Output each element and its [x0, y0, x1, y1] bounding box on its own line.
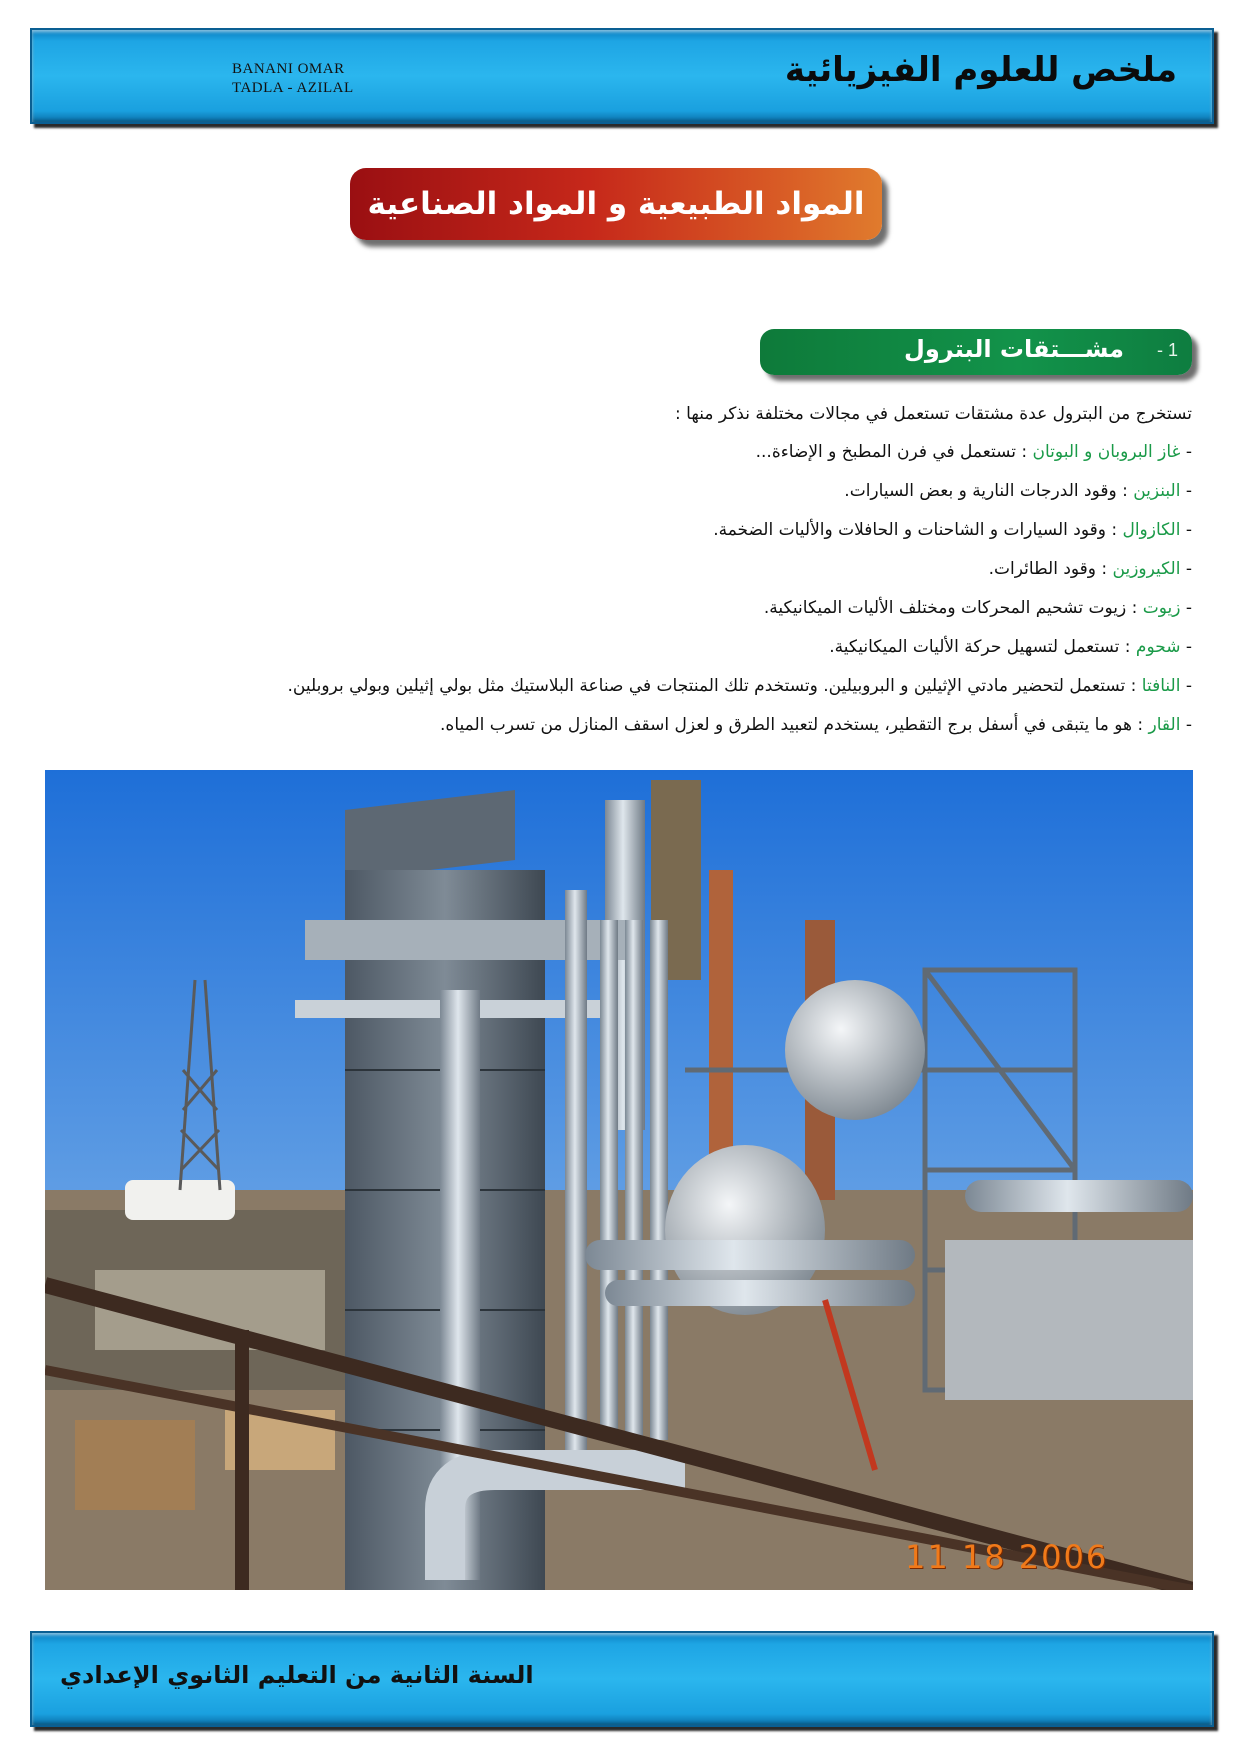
- list-item: [42, 706, 1192, 745]
- section-number: 1 -: [1156, 340, 1178, 360]
- list-dash: -: [1185, 559, 1192, 579]
- footer-text: السنة الثانية من التعليم الثانوي الإعدادي: [60, 1661, 534, 1689]
- list-term: الكيروزين: [1112, 559, 1181, 579]
- list-text: : وقود الدرجات النارية و بعض السيارات.: [844, 481, 1134, 501]
- section-title: مشـــتقات البترول: [904, 335, 1124, 363]
- author-location: TADLA - AZILAL: [232, 80, 354, 96]
- list-dash: -: [1185, 481, 1192, 501]
- photo-date-stamp: 11 18 2006: [905, 1538, 1109, 1576]
- list-text: : تستعمل في فرن المطبخ و الإضاءة...: [755, 442, 1033, 462]
- list-item: [42, 628, 1192, 667]
- list-term: القار: [1148, 715, 1181, 735]
- list-dash: -: [1185, 598, 1192, 618]
- list-term: شحوم: [1135, 637, 1181, 657]
- list-item: [42, 550, 1192, 589]
- list-text: : تستعمل لتسهيل حركة الأليات الميكانيكية.: [829, 637, 1136, 657]
- footer-band: [30, 1631, 1214, 1727]
- refinery-photo: [45, 770, 1193, 1590]
- document-title: ملخص للعلوم الفيزيائية: [784, 50, 1177, 90]
- list-item: [42, 589, 1192, 628]
- list-text: : وقود الطائرات.: [988, 559, 1113, 579]
- list-term: النافتا: [1141, 676, 1181, 696]
- content-body: [42, 395, 1192, 745]
- list-item: [42, 472, 1192, 511]
- list-dash: -: [1185, 442, 1192, 462]
- main-title-banner: [350, 168, 882, 240]
- section-header: [760, 329, 1192, 375]
- list-term: زيوت: [1142, 598, 1181, 618]
- list-term: البنزين: [1133, 481, 1181, 501]
- list-dash: -: [1185, 676, 1192, 696]
- list-dash: -: [1185, 715, 1192, 735]
- main-title: المواد الطبيعية و المواد الصناعية: [367, 186, 865, 222]
- list-item: [42, 433, 1192, 472]
- author-name: BANANI OMAR: [232, 61, 345, 77]
- intro-paragraph: تستخرج من البترول عدة مشتقات تستعمل في مجالات مختلفة نذكر منها :: [675, 404, 1192, 424]
- header-band: [30, 28, 1214, 124]
- list-item: [42, 667, 1192, 706]
- list-text: : تستعمل لتحضير مادتي الإثيلين و البروبيلين. وتستخدم تلك المنتجات في صناعة البلاستيك مثل بولي إثيلين وبولي بروبلين.: [287, 676, 1142, 696]
- list-dash: -: [1185, 637, 1192, 657]
- refinery-illustration: [45, 770, 1193, 1590]
- list-dash: -: [1185, 520, 1192, 540]
- list-text: : وقود السيارات و الشاحنات و الحافلات والأليات الضخمة.: [713, 520, 1123, 540]
- list-text: : هو ما يتبقى في أسفل برج التقطير، يستخدم لتعبيد الطرق و لعزل اسقف المنازل من تسرب المياه.: [440, 715, 1149, 735]
- list-term: الكازوال: [1122, 520, 1181, 540]
- list-item: [42, 511, 1192, 550]
- list-text: : زيوت تشحيم المحركات ومختلف الأليات الميكانيكية.: [763, 598, 1143, 618]
- author-block: [232, 60, 354, 98]
- list-term: غاز البروبان و البوتان: [1032, 442, 1181, 462]
